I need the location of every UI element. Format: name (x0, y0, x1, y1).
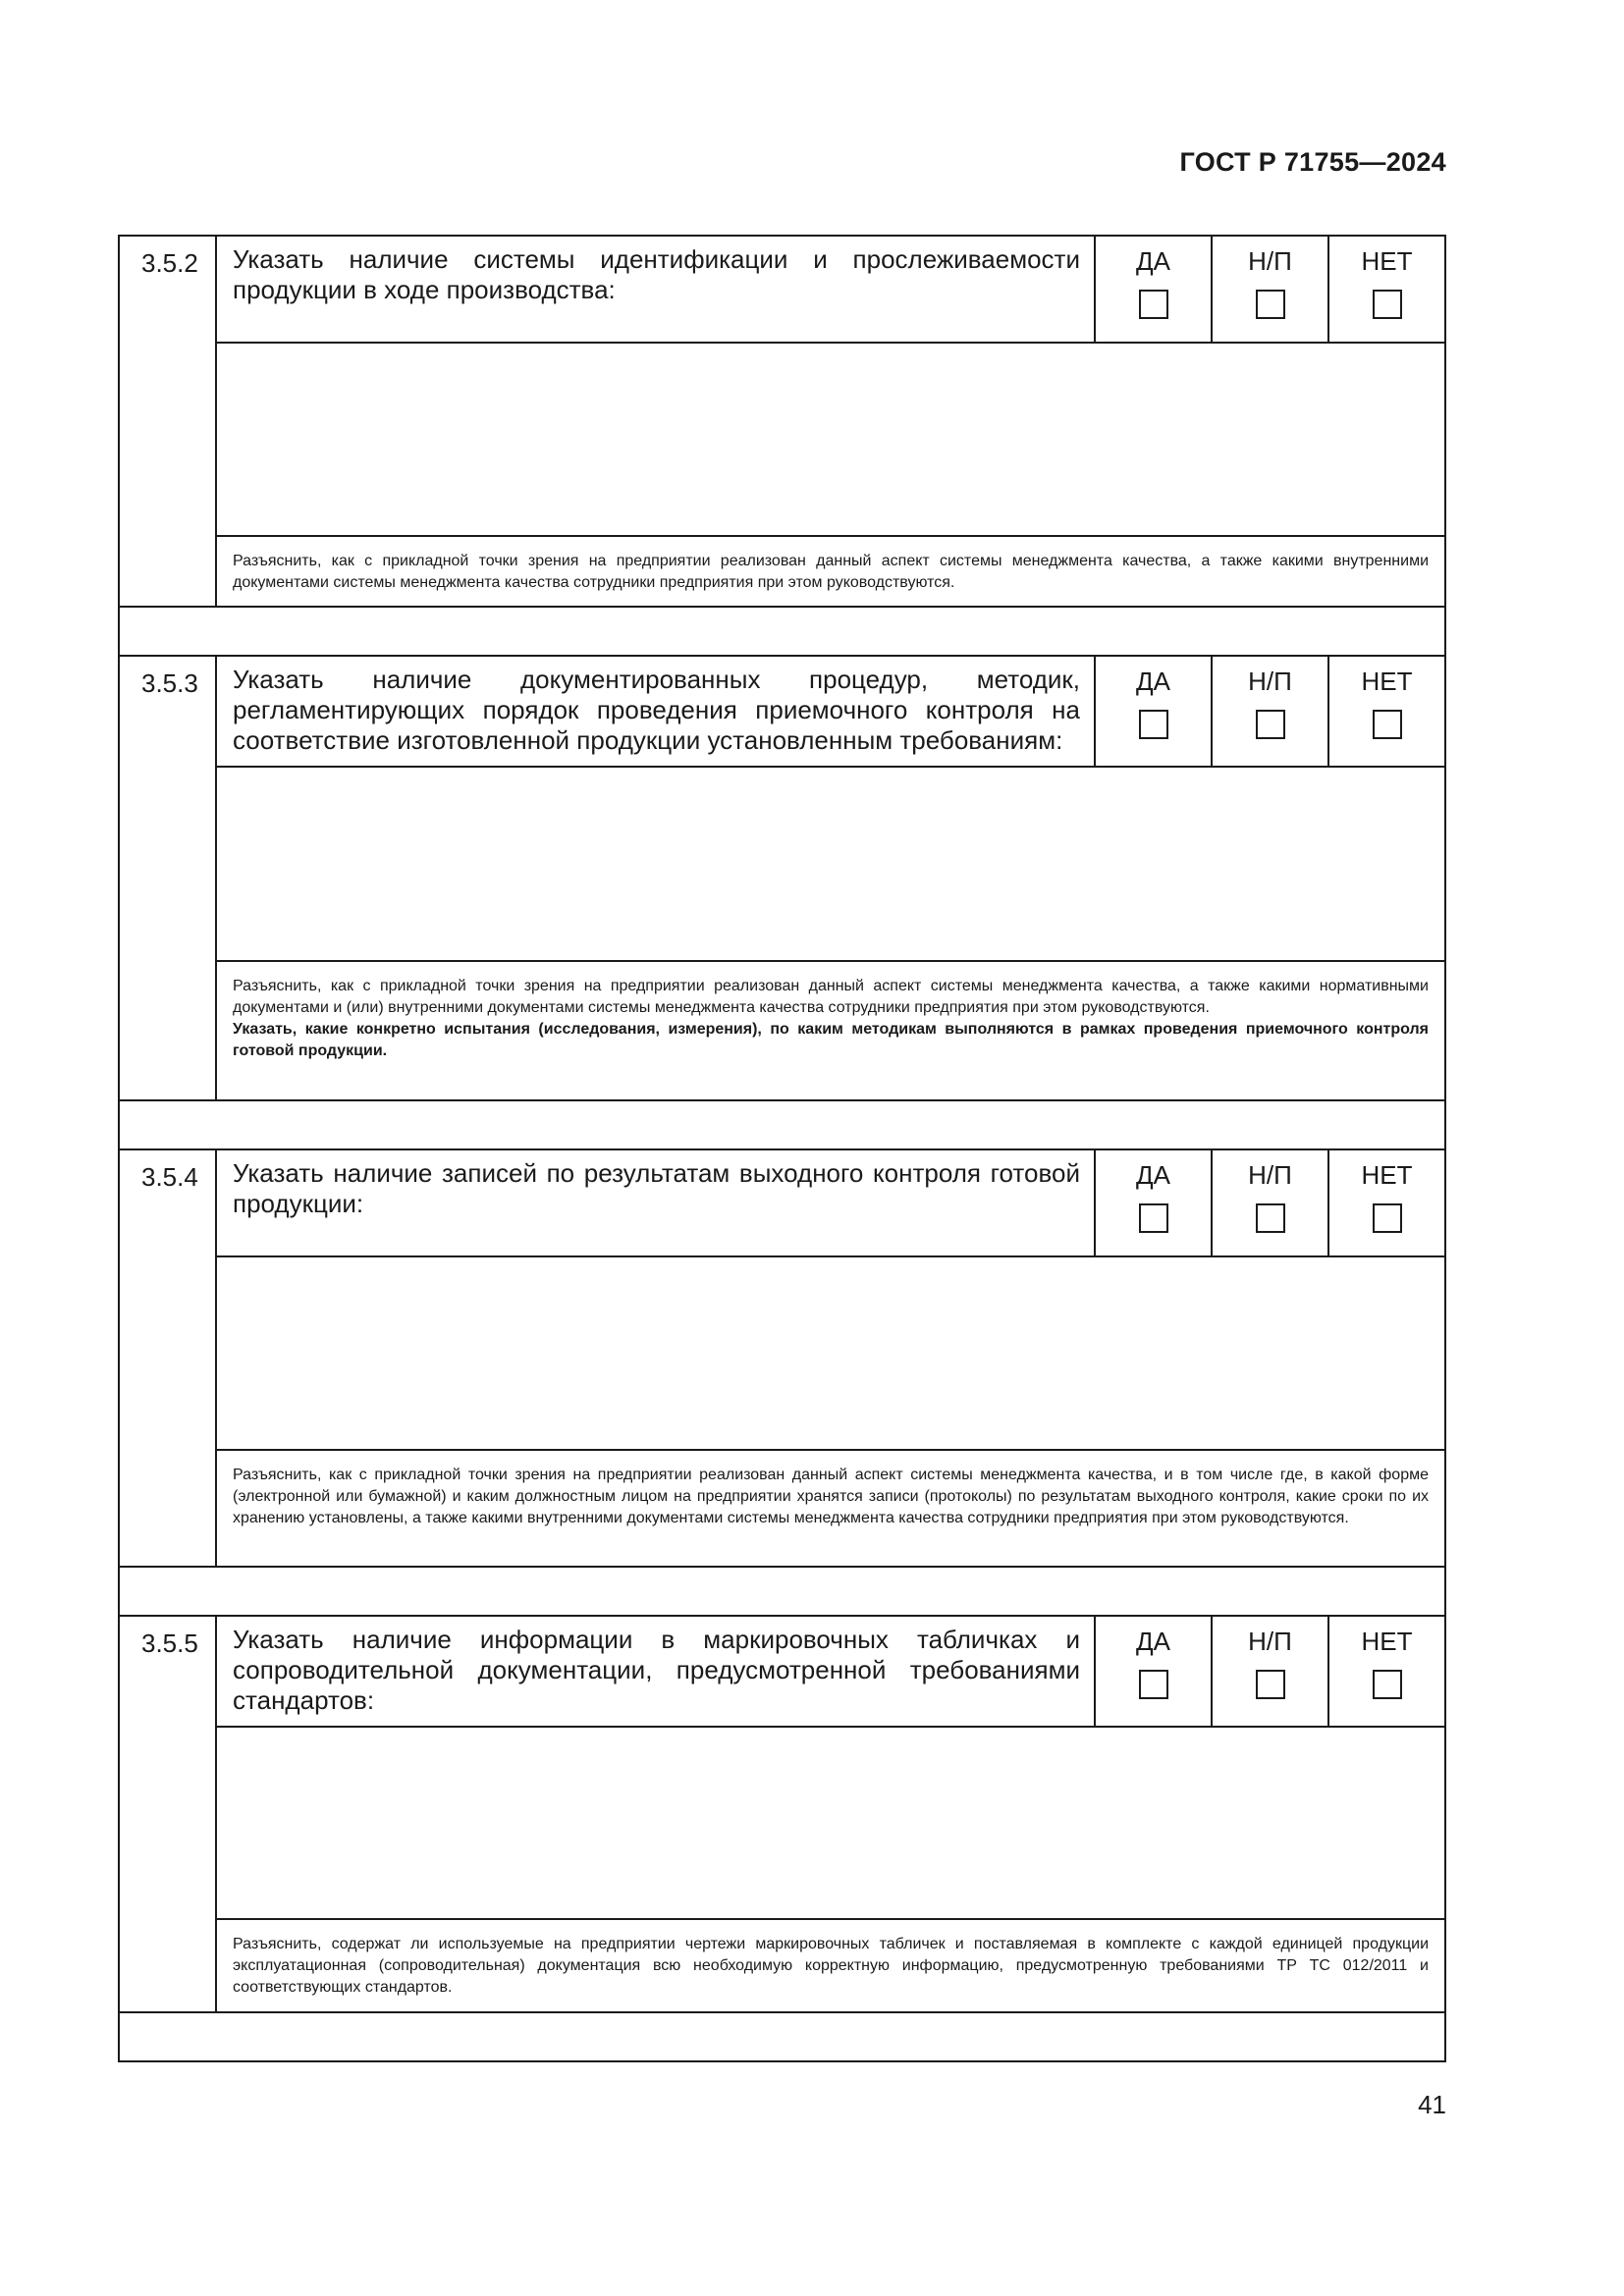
item-row-3-5-3 (119, 656, 1445, 767)
item-number: 3.5.4 (119, 1149, 216, 1567)
option-no[interactable] (1328, 1616, 1445, 1727)
no-checkbox[interactable] (1373, 1670, 1402, 1699)
option-yes-label: ДА (1136, 246, 1170, 276)
item-number: 3.5.3 (119, 656, 216, 1100)
option-yes[interactable] (1095, 1149, 1212, 1256)
answer-area[interactable] (216, 343, 1445, 536)
na-checkbox[interactable] (1256, 290, 1285, 319)
option-no-label: НЕТ (1361, 246, 1413, 276)
spacer-row (119, 2012, 1445, 2061)
note-text: Разъяснить, содержат ли используемые на предприятии чертежи маркировочных табличек и поставляемая в комплекте с каждой единицей продукции эксплуатационная (сопроводительная) документация всю необходимую корректную информацию, предусмотренную требованиями ТР ТС 012/2011 и соответствующих стандартов. (233, 1936, 1429, 1996)
item-note (216, 1919, 1445, 2012)
no-checkbox[interactable] (1373, 290, 1402, 319)
option-na-label: Н/П (1248, 1160, 1292, 1190)
option-yes[interactable] (1095, 656, 1212, 767)
note-bold-text: Указать, какие конкретно испытания (исследования, измерения), по каким методикам выполняются в рамках проведения приемочного контроля готовой продукции. (233, 1021, 1429, 1059)
option-yes[interactable] (1095, 1616, 1212, 1727)
option-na-label: Н/П (1248, 1627, 1292, 1656)
option-no-label: НЕТ (1361, 667, 1413, 696)
yes-checkbox[interactable] (1139, 1203, 1168, 1233)
option-na[interactable] (1212, 1149, 1328, 1256)
item-note (216, 536, 1445, 607)
checklist-table (118, 235, 1446, 2062)
note-text: Разъяснить, как с прикладной точки зрения на предприятии реализован данный аспект системы менеджмента качества, и в том числе где, в какой форме (электронной или бумажной) и каким должностным лицом на предприятии хранятся записи (протоколы) по результатам выходного контроля, какие сроки по их хранению установлены, а также какими внутренними документами системы менеджмента качества сотрудники предприятия при этом руководствуются. (233, 1467, 1429, 1526)
document-id: ГОСТ Р 71755—2024 (1179, 147, 1446, 177)
option-no-label: НЕТ (1361, 1160, 1413, 1190)
option-no[interactable] (1328, 1149, 1445, 1256)
na-checkbox[interactable] (1256, 1203, 1285, 1233)
na-checkbox[interactable] (1256, 1670, 1285, 1699)
option-na-label: Н/П (1248, 246, 1292, 276)
option-na[interactable] (1212, 1616, 1328, 1727)
spacer-row (119, 1100, 1445, 1149)
item-question: Указать наличие записей по результатам выходного контроля готовой продукции: (216, 1149, 1095, 1256)
page-number: 41 (1418, 2090, 1446, 2119)
option-na[interactable] (1212, 656, 1328, 767)
no-checkbox[interactable] (1373, 1203, 1402, 1233)
spacer-row (119, 607, 1445, 656)
item-row-3-5-5 (119, 1616, 1445, 1727)
answer-area[interactable] (216, 767, 1445, 961)
option-na-label: Н/П (1248, 667, 1292, 696)
item-row-3-5-4 (119, 1149, 1445, 1256)
option-yes-label: ДА (1136, 1627, 1170, 1656)
item-number: 3.5.2 (119, 236, 216, 607)
option-no-label: НЕТ (1361, 1627, 1413, 1656)
option-yes[interactable] (1095, 236, 1212, 343)
item-row-3-5-2 (119, 236, 1445, 343)
note-text: Разъяснить, как с прикладной точки зрения на предприятии реализован данный аспект системы менеджмента качества, а также какими нормативными документами и (или) внутренними документами системы менеджмента качества сотрудники предприятия при этом руководствуются. (233, 978, 1429, 1016)
note-text: Разъяснить, как с прикладной точки зрения на предприятии реализован данный аспект системы менеджмента качества, а также какими внутренними документами системы менеджмента качества сотрудники предприятия при этом руководствуются. (233, 553, 1429, 591)
answer-area[interactable] (216, 1727, 1445, 1919)
option-yes-label: ДА (1136, 667, 1170, 696)
item-note (216, 1450, 1445, 1567)
yes-checkbox[interactable] (1139, 1670, 1168, 1699)
option-no[interactable] (1328, 656, 1445, 767)
item-number: 3.5.5 (119, 1616, 216, 2012)
item-question: Указать наличие информации в маркировочных табличках и сопроводительной документации, предусмотренной требованиями стандартов: (216, 1616, 1095, 1727)
option-yes-label: ДА (1136, 1160, 1170, 1190)
yes-checkbox[interactable] (1139, 710, 1168, 739)
answer-area[interactable] (216, 1256, 1445, 1450)
option-na[interactable] (1212, 236, 1328, 343)
item-question: Указать наличие системы идентификации и прослеживаемости продукции в ходе производства: (216, 236, 1095, 343)
no-checkbox[interactable] (1373, 710, 1402, 739)
item-note (216, 961, 1445, 1100)
na-checkbox[interactable] (1256, 710, 1285, 739)
option-no[interactable] (1328, 236, 1445, 343)
spacer-row (119, 1567, 1445, 1616)
yes-checkbox[interactable] (1139, 290, 1168, 319)
item-question: Указать наличие документированных процедур, методик, регламентирующих порядок проведения приемочного контроля на соответствие изготовленной продукции установленным требованиям: (216, 656, 1095, 767)
